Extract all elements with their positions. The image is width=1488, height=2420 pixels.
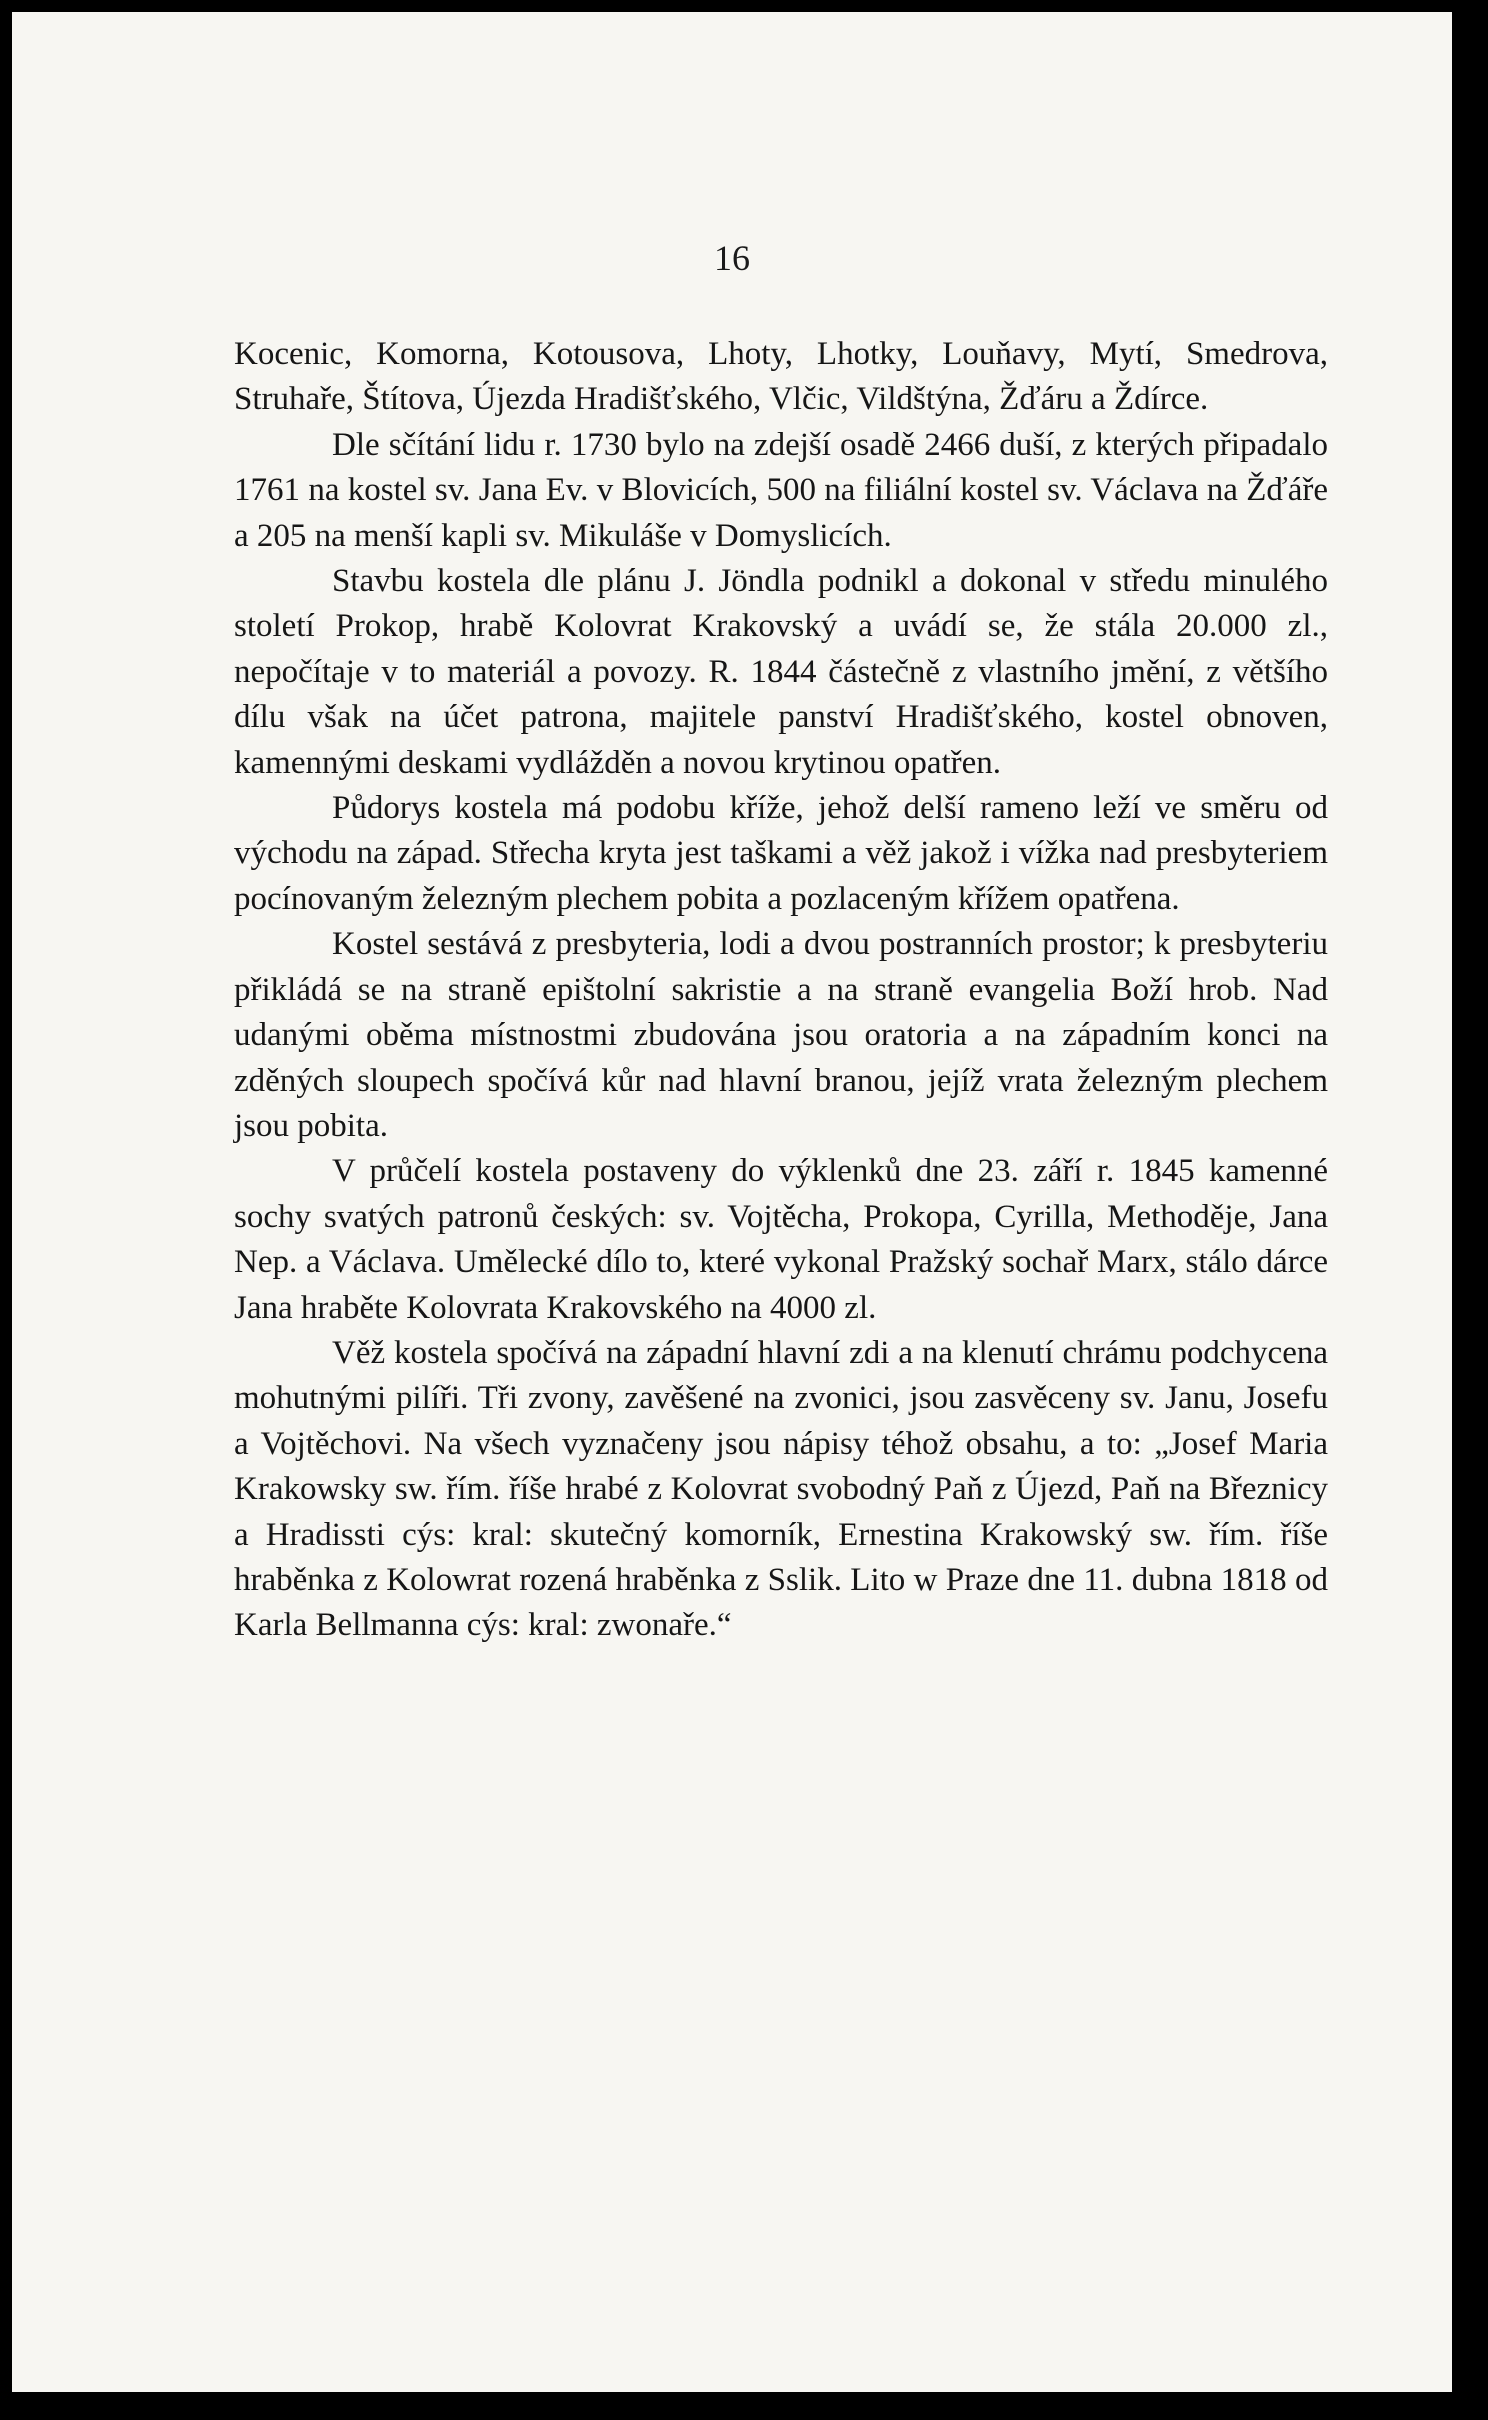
paragraph-7: Věž kostela spočívá na západní hlavní zdi a na klenutí chrámu podchycena mohutnými pilíři. Tři zvony, zavěšené na zvonici, jsou zasvěceny sv. Janu, Josefu a Vojtěchovi. Na všech vyznačeny jsou nápisy téhož obsahu, a to: „Josef Maria Krakowsky sw. řím. říše hrabé z Kolovrat svobodný Paň z Újezd, Paň na Březnicy a Hradissti cýs: kral: skutečný komorník, Ernestina Krakowský sw. řím. říše hraběnka z Kolowrat rozená hraběnka z Sslik. Lito w Praze dne 11. dubna 1818 od Karla Bellmanna cýs: kral: zwonaře.“ <box>234 1334 1328 1644</box>
paragraph-3: Stavbu kostela dle plánu J. Jöndla podnikl a dokonal v středu minulého století Prokop, hrabě Kolovrat Krakovský a uvádí se, že stála 20.000 zl., nepočítaje v to materiál a povozy. R. 1844 částečně z vlastního jmění, z většího dílu však na účet patrona, majitele panství Hradišťského, kostel obnoven, kamennými deskami vydlážděn a novou krytinou opatřen. <box>234 563 1328 781</box>
paragraph-5: Kostel sestává z presbyteria, lodi a dvou postranních prostor; k presbyteriu přikládá se na straně epištolní sakristie a na straně evangelia Boží hrob. Nad udanými oběma místnostmi zbudována jsou oratoria a na západním konci na zděných sloupech spočívá kůr nad hlavní branou, jejíž vrata železným plechem jsou pobita. <box>234 926 1328 1144</box>
paragraph-4: Půdorys kostela má podobu kříže, jehož delší rameno leží ve směru od východu na západ. Střecha kryta jest taškami a věž jakož i vížka nad presbyteriem pocínovaným železným plechem pobita a pozlaceným křížem opatřena. <box>234 790 1328 917</box>
paragraph-2: Dle sčítání lidu r. 1730 bylo na zdejší osadě 2466 duší, z kterých připadalo 1761 na kostel sv. Jana Ev. v Blovicích, 500 na filiální kostel sv. Václava na Žďáře a 205 na menší kapli sv. Mikuláše v Domyslicích. <box>234 426 1328 554</box>
paragraph-6: V průčelí kostela postaveny do výklenků dne 23. září r. 1845 kamenné sochy svatých patronů českých: sv. Vojtěcha, Prokopa, Cyrilla, Methoděje, Jana Nep. a Václava. Umělecké dílo to, které vykonal Pražský sochař Marx, stálo dárce Jana hraběte Kolovrata Krakovského na 4000 zl. <box>234 1153 1328 1326</box>
page-number: 16 <box>714 238 750 278</box>
body-text <box>234 332 1328 1649</box>
document-page <box>12 12 1452 2392</box>
paragraph-1: Kocenic, Komorna, Kotousova, Lhoty, Lhotky, Louňavy, Mytí, Smedrova, Struhaře, Štítova, Újezda Hradišťského, Vlčic, Vildštýna, Žďáru a Ždírce. <box>234 336 1328 418</box>
